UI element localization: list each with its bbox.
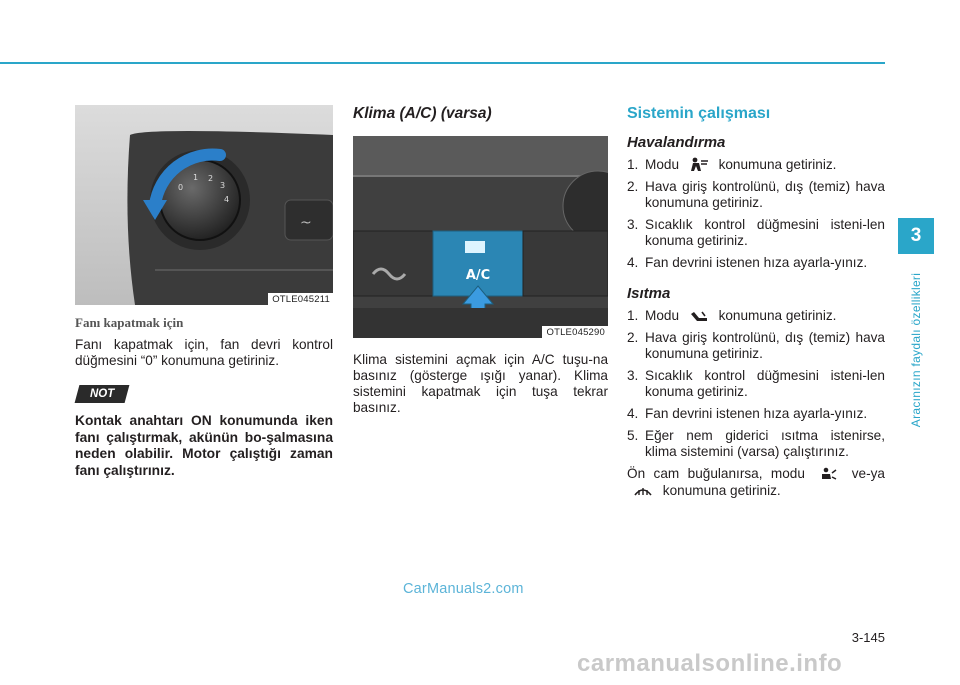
- dial-number-2: 2: [208, 174, 214, 183]
- fan-dial-figure: [75, 105, 333, 305]
- list-item: 3. Sıcaklık kontrol düğmesini isteni-len konuma getiriniz.: [627, 217, 885, 249]
- column-ac: [353, 105, 608, 424]
- chapter-title: Aracınızın faydalı özellikleri: [909, 272, 923, 428]
- dial-number-4: 4: [224, 195, 230, 204]
- image-code: OTLE045211: [268, 293, 333, 305]
- list-item: 3. Sıcaklık kontrol düğmesini isteni-len konuma getiriniz.: [627, 368, 885, 400]
- face-vent-mode-icon: [689, 157, 709, 173]
- ac-button-figure: [353, 136, 608, 338]
- list-item: 5. Eğer nem giderici ısıtma istenirse, klima sistemini (varsa) çalıştırınız.: [627, 428, 885, 460]
- floor-defrost-mode-icon: [819, 467, 837, 483]
- ventilation-steps: [627, 157, 885, 271]
- ac-heading: Klima (A/C) (varsa): [353, 105, 492, 122]
- system-heading: Sistemin çalışması: [627, 105, 771, 122]
- dial-number-3: 3: [220, 181, 226, 190]
- dial-number-0: 0: [178, 183, 184, 192]
- windshield-defrost-icon: [633, 483, 653, 499]
- header-rule: [0, 62, 885, 64]
- fan-off-text: Fanı kapatmak için, fan devri kontrol düğmesini “0” konumuna getiriniz.: [75, 337, 333, 368]
- heating-steps: [627, 308, 885, 460]
- floor-mode-icon: [689, 310, 709, 324]
- list-item: 2. Hava giriş kontrolünü, dış (temiz) hava konumuna getiriniz.: [627, 179, 885, 211]
- ac-indicator-light: [465, 241, 485, 253]
- list-item: 4. Fan devrini istenen hıza ayarla-yınız.: [627, 406, 868, 422]
- note-badge: NOT: [75, 385, 130, 403]
- watermark-online: carmanualsonline.info: [577, 650, 843, 677]
- defrost-note: Ön cam buğulanırsa, modu ve-ya konumuna getiriniz.: [627, 466, 885, 498]
- heating-title: Isıtma: [627, 285, 671, 303]
- list-item: 2. Hava giriş kontrolünü, dış (temiz) hava konumuna getiriniz.: [627, 330, 885, 362]
- list-item: 1. Modu konumuna getiriniz.: [627, 157, 837, 172]
- image-code: OTLE045290: [542, 326, 608, 338]
- watermark-carmanuals[interactable]: CarManuals2.com: [403, 581, 524, 597]
- dial-number-1: 1: [193, 173, 199, 182]
- ac-button-label: A/C: [465, 268, 491, 283]
- section-caption: Fanı kapatmak için: [75, 315, 184, 330]
- ac-text: Klima sistemini açmak için A/C tuşu-na basınız (gösterge ışığı yanar). Klima sistemini kapatmak için tuşa tekrar basınız.: [353, 352, 608, 415]
- fan-icon: ~: [300, 215, 312, 231]
- ventilation-title: Havalandırma: [627, 134, 726, 151]
- page-number: 3-145: [851, 630, 885, 645]
- note-text: Kontak anahtarı ON konumunda iken fanı çalıştırmak, akünün bo-şalmasına neden olabilir. Motor çalıştığı zaman fanı çalıştırınız.: [75, 413, 333, 478]
- column-fan-off: [75, 105, 333, 487]
- column-system-operation: [627, 105, 885, 507]
- list-item: 1. Modu konumuna getiriniz.: [627, 308, 837, 324]
- ac-button-illustration: [353, 136, 608, 338]
- chapter-number-tab: 3: [898, 218, 934, 254]
- list-item: 4. Fan devrini istenen hıza ayarla-yınız.: [627, 255, 868, 271]
- fan-dial-illustration: [75, 105, 333, 305]
